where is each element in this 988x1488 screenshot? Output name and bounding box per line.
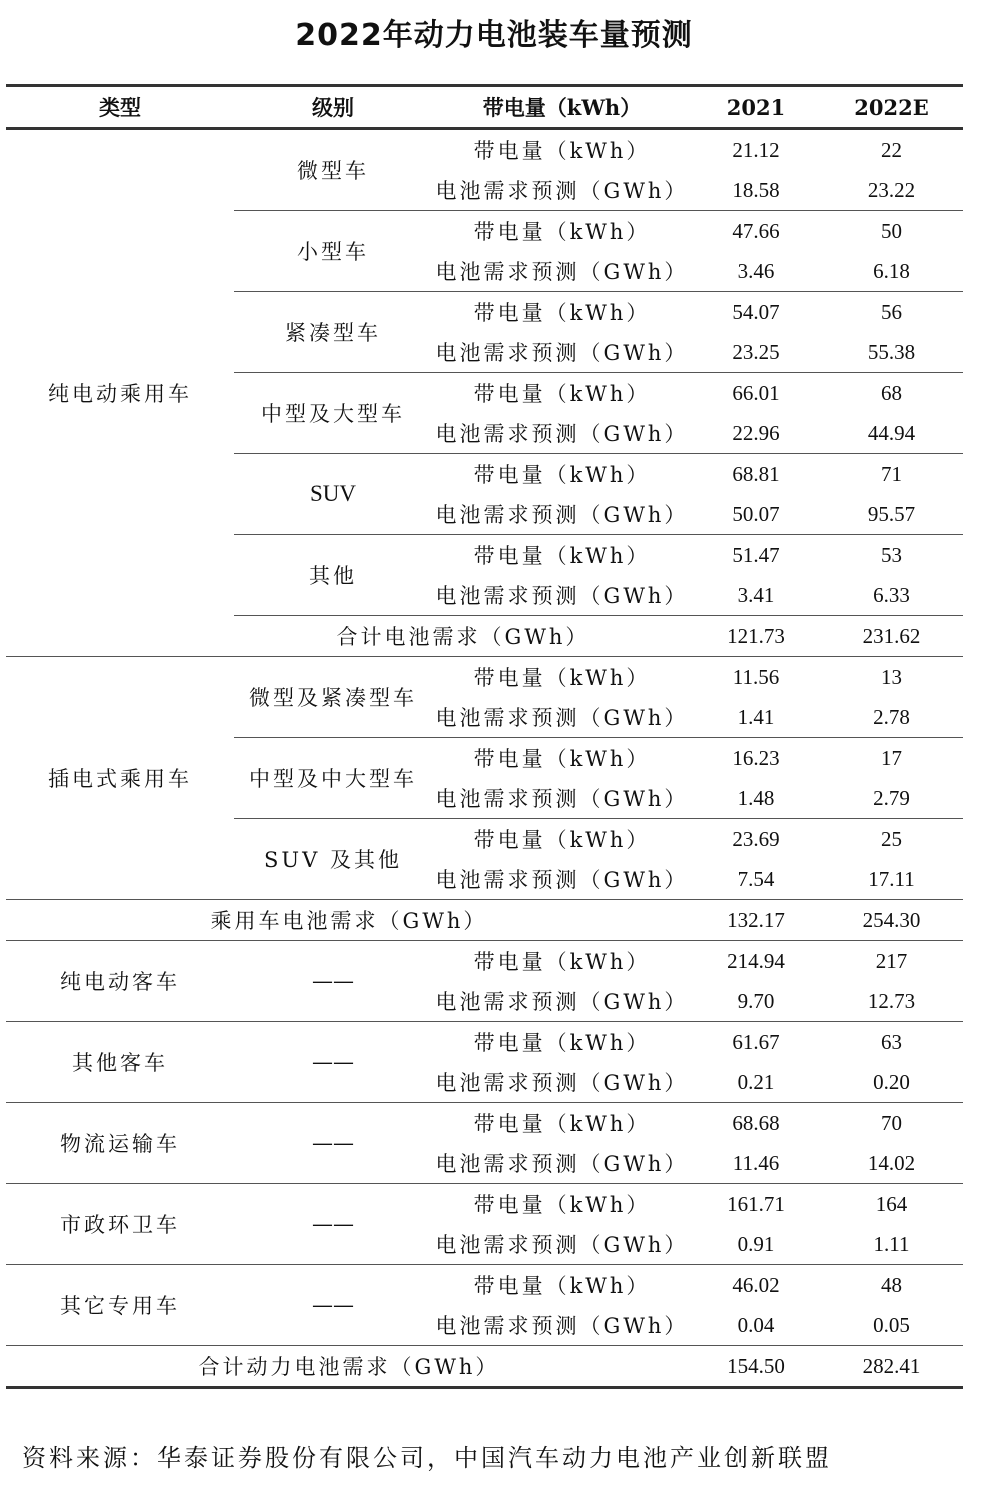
value-2021: 1.41 bbox=[692, 697, 820, 738]
value-2021: 7.54 bbox=[692, 859, 820, 900]
value-2022e: 12.73 bbox=[820, 981, 963, 1022]
metric-demand: 电池需求预测（GWh） bbox=[432, 575, 692, 616]
value-2021: 0.21 bbox=[692, 1062, 820, 1103]
value-2022e: 0.05 bbox=[820, 1305, 963, 1346]
value-2022e: 164 bbox=[875, 1191, 908, 1216]
type-cell: 纯电动客车 bbox=[6, 941, 234, 1022]
value-2022e: 63 bbox=[881, 1029, 902, 1054]
value-2021: 23.69 bbox=[732, 826, 780, 851]
table-row bbox=[6, 1103, 963, 1144]
metric-demand: 电池需求预测（GWh） bbox=[432, 413, 692, 454]
type-cell: 其它专用车 bbox=[6, 1265, 234, 1346]
source-note: 资料来源：华泰证券股份有限公司，中国汽车动力电池产业创新联盟 bbox=[22, 1444, 832, 1472]
table-row bbox=[6, 941, 963, 982]
table-row bbox=[6, 1184, 963, 1225]
value-2022e: 13 bbox=[881, 664, 902, 689]
value-2021: 214.94 bbox=[727, 948, 785, 973]
level-dash: —— bbox=[234, 1184, 432, 1265]
metric-demand: 电池需求预测（GWh） bbox=[432, 1305, 692, 1346]
header-level: 级别 bbox=[234, 86, 432, 129]
value-2022e: 1.11 bbox=[820, 1224, 963, 1265]
value-2022e: 231.62 bbox=[820, 616, 963, 657]
metric-cap: 带电量（kWh） bbox=[473, 747, 651, 771]
value-2021: 50.07 bbox=[692, 494, 820, 535]
value-2022e: 70 bbox=[881, 1110, 902, 1135]
level-cell: 中型及大型车 bbox=[234, 373, 432, 454]
value-2022e: 55.38 bbox=[820, 332, 963, 373]
level-cell: 紧凑型车 bbox=[234, 292, 432, 373]
subtotal-label: 合计电池需求（GWh） bbox=[234, 616, 692, 657]
value-2021: 21.12 bbox=[732, 137, 780, 162]
type-bev: 纯电动乘用车 bbox=[6, 129, 234, 657]
value-2022e: 282.41 bbox=[820, 1346, 963, 1388]
table-row bbox=[6, 657, 963, 698]
value-2021: 11.46 bbox=[692, 1143, 820, 1184]
metric-cap: 带电量（kWh） bbox=[473, 1031, 651, 1055]
value-2021: 18.58 bbox=[692, 170, 820, 211]
value-2022e: 6.18 bbox=[820, 251, 963, 292]
header-type: 类型 bbox=[6, 86, 234, 129]
value-2022e: 56 bbox=[881, 299, 902, 324]
grand-total-label: 合计动力电池需求（GWh） bbox=[6, 1346, 692, 1388]
value-2021: 66.01 bbox=[732, 380, 780, 405]
metric-demand: 电池需求预测（GWh） bbox=[432, 981, 692, 1022]
value-2021: 68.68 bbox=[732, 1110, 780, 1135]
metric-cap: 带电量（kWh） bbox=[473, 544, 651, 568]
level-cell: SUV 及其他 bbox=[234, 819, 432, 900]
metric-cap: 带电量（kWh） bbox=[473, 1112, 651, 1136]
value-2022e: 25 bbox=[881, 826, 902, 851]
header-2021: 2021 bbox=[692, 86, 820, 129]
metric-demand: 电池需求预测（GWh） bbox=[432, 1062, 692, 1103]
value-2022e: 22 bbox=[881, 137, 902, 162]
metric-cap: 带电量（kWh） bbox=[473, 139, 651, 163]
table-row bbox=[6, 1022, 963, 1063]
value-2021: 61.67 bbox=[732, 1029, 780, 1054]
metric-cap: 带电量（kWh） bbox=[473, 666, 651, 690]
value-2021: 68.81 bbox=[732, 461, 780, 486]
metric-cap: 带电量（kWh） bbox=[473, 220, 651, 244]
type-cell: 其他客车 bbox=[6, 1022, 234, 1103]
level-cell: 中型及中大型车 bbox=[234, 738, 432, 819]
value-2022e: 2.79 bbox=[820, 778, 963, 819]
value-2022e: 14.02 bbox=[820, 1143, 963, 1184]
value-2021: 54.07 bbox=[732, 299, 780, 324]
metric-cap: 带电量（kWh） bbox=[473, 382, 651, 406]
value-2021: 132.17 bbox=[692, 900, 820, 941]
value-2021: 3.41 bbox=[692, 575, 820, 616]
grand-total-row bbox=[6, 1346, 963, 1388]
value-2022e: 217 bbox=[875, 948, 908, 973]
metric-demand: 电池需求预测（GWh） bbox=[432, 170, 692, 211]
table-header-row bbox=[6, 86, 963, 129]
value-2021: 11.56 bbox=[732, 664, 780, 689]
value-2021: 3.46 bbox=[692, 251, 820, 292]
level-cell: 微型车 bbox=[234, 129, 432, 211]
metric-demand: 电池需求预测（GWh） bbox=[432, 778, 692, 819]
level-cell: 小型车 bbox=[234, 211, 432, 292]
table-row bbox=[6, 129, 963, 171]
value-2021: 23.25 bbox=[692, 332, 820, 373]
value-2021: 1.48 bbox=[692, 778, 820, 819]
metric-cap: 带电量（kWh） bbox=[473, 301, 651, 325]
value-2022e: 44.94 bbox=[820, 413, 963, 454]
level-dash: —— bbox=[234, 1103, 432, 1184]
level-cell: SUV bbox=[234, 454, 432, 535]
level-dash: —— bbox=[234, 941, 432, 1022]
value-2021: 22.96 bbox=[692, 413, 820, 454]
value-2021: 121.73 bbox=[692, 616, 820, 657]
table-row bbox=[6, 1265, 963, 1306]
metric-cap: 带电量（kWh） bbox=[473, 1274, 651, 1298]
passenger-total-label: 乘用车电池需求（GWh） bbox=[6, 900, 692, 941]
value-2022e: 17 bbox=[881, 745, 902, 770]
value-2022e: 71 bbox=[881, 461, 902, 486]
value-2022e: 2.78 bbox=[820, 697, 963, 738]
type-phev: 插电式乘用车 bbox=[6, 657, 234, 900]
level-cell: 其他 bbox=[234, 535, 432, 616]
header-2022e: 2022E bbox=[820, 86, 963, 129]
type-cell: 物流运输车 bbox=[6, 1103, 234, 1184]
metric-demand: 电池需求预测（GWh） bbox=[432, 251, 692, 292]
value-2021: 154.50 bbox=[692, 1346, 820, 1388]
value-2022e: 23.22 bbox=[820, 170, 963, 211]
level-dash: —— bbox=[234, 1265, 432, 1346]
value-2022e: 0.20 bbox=[820, 1062, 963, 1103]
value-2021: 16.23 bbox=[732, 745, 780, 770]
metric-cap: 带电量（kWh） bbox=[473, 463, 651, 487]
metric-demand: 电池需求预测（GWh） bbox=[432, 494, 692, 535]
value-2022e: 53 bbox=[881, 542, 902, 567]
value-2022e: 68 bbox=[881, 380, 902, 405]
metric-demand: 电池需求预测（GWh） bbox=[432, 332, 692, 373]
metric-cap: 带电量（kWh） bbox=[473, 950, 651, 974]
type-cell: 市政环卫车 bbox=[6, 1184, 234, 1265]
battery-forecast-table bbox=[6, 84, 963, 1389]
header-metric: 带电量（kWh） bbox=[432, 86, 692, 129]
value-2021: 9.70 bbox=[692, 981, 820, 1022]
value-2021: 51.47 bbox=[732, 542, 780, 567]
metric-demand: 电池需求预测（GWh） bbox=[432, 1224, 692, 1265]
passenger-total-row bbox=[6, 900, 963, 941]
value-2022e: 95.57 bbox=[820, 494, 963, 535]
level-cell: 微型及紧凑型车 bbox=[234, 657, 432, 738]
value-2022e: 48 bbox=[881, 1272, 902, 1297]
value-2022e: 254.30 bbox=[820, 900, 963, 941]
metric-cap: 带电量（kWh） bbox=[473, 828, 651, 852]
value-2021: 161.71 bbox=[727, 1191, 785, 1216]
metric-demand: 电池需求预测（GWh） bbox=[432, 697, 692, 738]
metric-cap: 带电量（kWh） bbox=[473, 1193, 651, 1217]
value-2022e: 6.33 bbox=[820, 575, 963, 616]
metric-demand: 电池需求预测（GWh） bbox=[432, 1143, 692, 1184]
value-2021: 46.02 bbox=[732, 1272, 780, 1297]
value-2021: 0.04 bbox=[692, 1305, 820, 1346]
value-2022e: 17.11 bbox=[820, 859, 963, 900]
value-2022e: 50 bbox=[881, 218, 902, 243]
level-dash: —— bbox=[234, 1022, 432, 1103]
value-2021: 0.91 bbox=[692, 1224, 820, 1265]
page-title: 2022年动力电池装车量预测 bbox=[295, 18, 693, 53]
metric-demand: 电池需求预测（GWh） bbox=[432, 859, 692, 900]
value-2021: 47.66 bbox=[732, 218, 780, 243]
